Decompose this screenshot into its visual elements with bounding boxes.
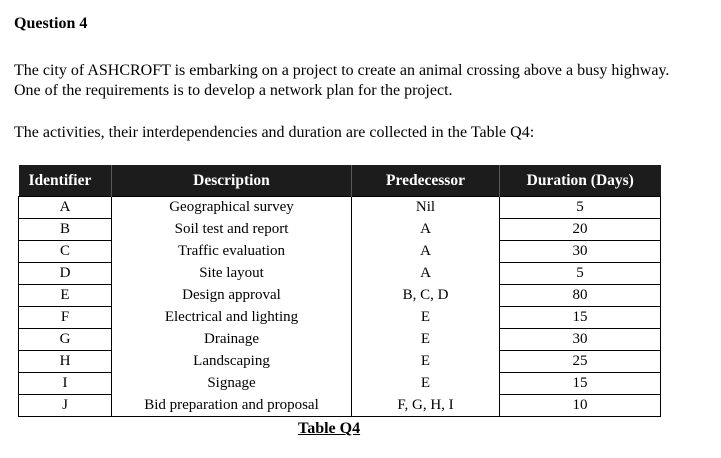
- cell-identifier: F: [19, 307, 112, 329]
- question-heading: Question 4: [14, 15, 88, 32]
- cell-description: Design approval: [112, 285, 352, 307]
- cell-predecessor: F, G, H, I: [352, 395, 500, 417]
- cell-predecessor: E: [352, 351, 500, 373]
- cell-duration: 15: [500, 307, 661, 329]
- table-intro-paragraph: The activities, their interdependencies and duration are collected in the Table Q4:: [14, 124, 535, 141]
- header-description: Description: [112, 165, 352, 197]
- cell-description: Site layout: [112, 263, 352, 285]
- cell-predecessor: E: [352, 329, 500, 351]
- cell-duration: 25: [500, 351, 661, 373]
- cell-predecessor: E: [352, 307, 500, 329]
- cell-description: Drainage: [112, 329, 352, 351]
- cell-identifier: D: [19, 263, 112, 285]
- cell-description: Bid preparation and proposal: [112, 395, 352, 417]
- cell-description: Signage: [112, 373, 352, 395]
- cell-description: Soil test and report: [112, 219, 352, 241]
- cell-identifier: H: [19, 351, 112, 373]
- cell-predecessor: A: [352, 219, 500, 241]
- table-caption: Table Q4: [298, 420, 361, 437]
- table-row: [19, 263, 661, 285]
- cell-description: Electrical and lighting: [112, 307, 352, 329]
- cell-duration: 10: [500, 395, 661, 417]
- intro-paragraph: The city of ASHCROFT is embarking on a project to create an animal crossing above a busy highway. One of the requirements is to develop a network plan for the project.: [14, 62, 670, 99]
- table-row: [19, 285, 661, 307]
- table-row: [19, 351, 661, 373]
- cell-duration: 20: [500, 219, 661, 241]
- table-header-row: [19, 165, 661, 197]
- cell-duration: 15: [500, 373, 661, 395]
- cell-identifier: A: [19, 197, 112, 219]
- table-row: [19, 307, 661, 329]
- cell-predecessor: A: [352, 263, 500, 285]
- cell-predecessor: Nil: [352, 197, 500, 219]
- cell-duration: 80: [500, 285, 661, 307]
- cell-identifier: E: [19, 285, 112, 307]
- table-row: [19, 241, 661, 263]
- cell-predecessor: B, C, D: [352, 285, 500, 307]
- cell-predecessor: E: [352, 373, 500, 395]
- cell-description: Traffic evaluation: [112, 241, 352, 263]
- activities-table: [18, 165, 661, 417]
- cell-identifier: J: [19, 395, 112, 417]
- cell-identifier: C: [19, 241, 112, 263]
- cell-description: Landscaping: [112, 351, 352, 373]
- table-row: [19, 219, 661, 241]
- cell-predecessor: A: [352, 241, 500, 263]
- cell-description: Geographical survey: [112, 197, 352, 219]
- header-duration: Duration (Days): [500, 165, 661, 197]
- table-row: [19, 395, 661, 417]
- cell-duration: 5: [500, 197, 661, 219]
- cell-identifier: B: [19, 219, 112, 241]
- cell-duration: 30: [500, 329, 661, 351]
- cell-identifier: G: [19, 329, 112, 351]
- header-identifier: Identifier: [19, 165, 112, 197]
- cell-duration: 30: [500, 241, 661, 263]
- table-row: [19, 373, 661, 395]
- header-predecessor: Predecessor: [352, 165, 500, 197]
- cell-identifier: I: [19, 373, 112, 395]
- cell-duration: 5: [500, 263, 661, 285]
- table-row: [19, 329, 661, 351]
- table-row: [19, 197, 661, 219]
